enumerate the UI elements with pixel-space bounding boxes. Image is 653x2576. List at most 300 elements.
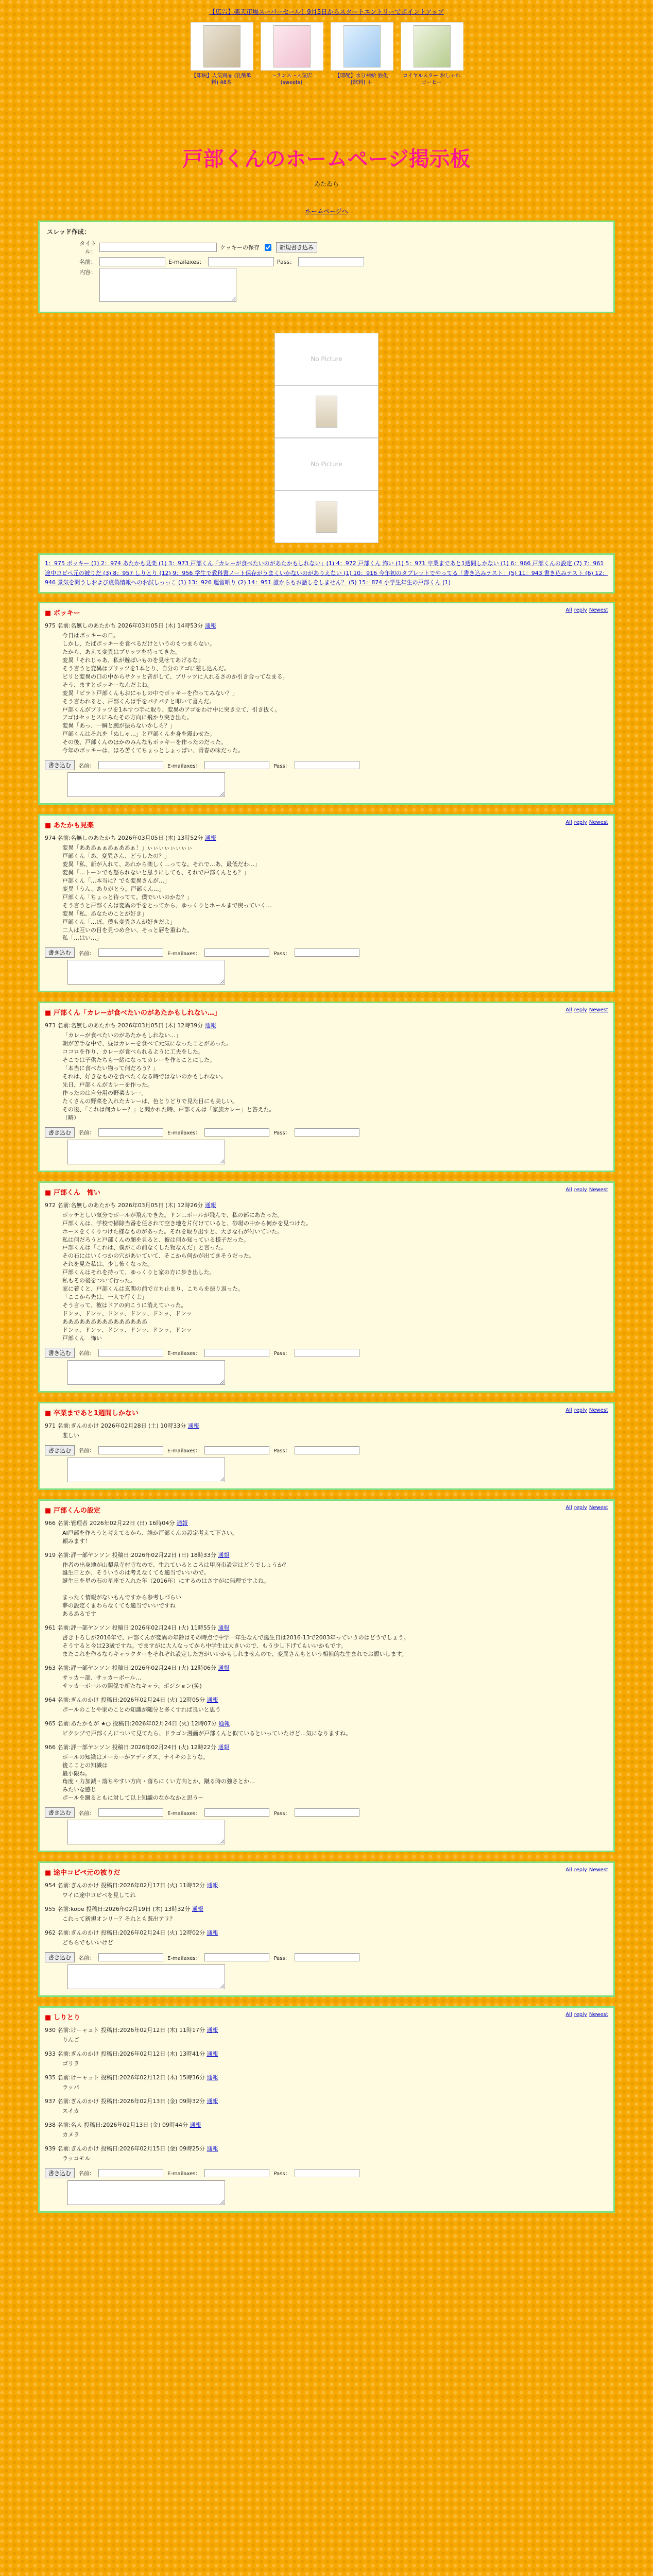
- reply-pass-input[interactable]: [295, 1349, 359, 1357]
- thread-nav-all[interactable]: All: [565, 1407, 572, 1413]
- thread-title-text[interactable]: 卒業まであと1週間しかない: [53, 1409, 139, 1417]
- reply-form: [45, 2168, 608, 2205]
- post-line: 家に着くと、戸部くんは玄関の前で立ち止まり、こちらを振り返った。: [62, 1285, 244, 1293]
- product-ad[interactable]: [331, 22, 392, 86]
- thread-nav-reply[interactable]: reply: [574, 1007, 587, 1013]
- reply-email-input[interactable]: [204, 1128, 269, 1137]
- page-title: 戸部くんのホームページ掲示板: [182, 147, 471, 171]
- reply-submit-button[interactable]: 書き込む: [45, 2168, 75, 2178]
- post-header-text: 964 名前:ぎんのかけ 投稿日:2026年02月24日 (火) 12時05分: [45, 1696, 205, 1703]
- reply-name-input[interactable]: [98, 1128, 163, 1137]
- thread-title[interactable]: [45, 820, 608, 829]
- reply-email-label: E-mailaxes：: [167, 763, 201, 769]
- post-header: [45, 1201, 608, 1209]
- post-body: [62, 1634, 608, 1658]
- pass-input[interactable]: [298, 257, 364, 266]
- reply-pass-label: Pass：: [273, 2171, 290, 2177]
- reply-name-label: 名前：: [79, 2171, 94, 2177]
- reply-textarea[interactable]: [67, 1360, 225, 1385]
- post-header: [45, 1421, 608, 1430]
- post-header-text: 937 名前:ぎんのかけ 投稿日:2026年02月13日 (金) 09時32分: [45, 2097, 205, 2105]
- body-label: 内容：: [79, 269, 96, 276]
- post-body: [62, 1891, 608, 1900]
- thread-nav-all[interactable]: All: [565, 820, 572, 826]
- post-body: [62, 2060, 608, 2068]
- post-header-text: 961 名前:評一部ヤンソン 投稿日:2026年02月24日 (火) 11時55分: [45, 1624, 216, 1632]
- post-line: 「本当に食べたい物って何だろう？」: [62, 1065, 159, 1072]
- reply-name-input[interactable]: [98, 1808, 163, 1817]
- post-header-text: 955 名前:kobe 投稿日:2026年02月19日 (木) 13時32分: [45, 1906, 191, 1913]
- body-textarea[interactable]: [99, 268, 236, 302]
- thread-nav-reply[interactable]: reply: [574, 820, 587, 826]
- post-line: 戸部くんがプリッツを1本すつ手に取り、変異のアゴをわけ中に突き立て、引き抜く。: [62, 706, 281, 713]
- product-ad[interactable]: [191, 22, 252, 86]
- reply-pass-input[interactable]: [295, 1808, 359, 1817]
- thread-title[interactable]: [45, 607, 608, 617]
- post-line: 戸部くんはそれを「ぬしゃ…」と戸部くんを身を震わせた。: [62, 731, 215, 738]
- thread-title[interactable]: [45, 2012, 608, 2022]
- post-line: 変異「私、新が入れて、あれから楽しく…ってな。それで…あ、最低だわ…」: [62, 861, 261, 868]
- body-row: [72, 268, 606, 302]
- post-line: ワイに途中コピペを見してれ: [62, 1892, 136, 1899]
- post: [45, 1421, 608, 1440]
- product-image-ad[interactable]: [274, 385, 379, 438]
- reply-form: [45, 947, 608, 985]
- post: [45, 1719, 608, 1738]
- product-image[interactable]: [191, 22, 253, 71]
- cookie-label: クッキーの保存: [220, 244, 260, 251]
- reply-name-label: 名前：: [79, 1810, 94, 1817]
- thread-nav-all[interactable]: All: [565, 1504, 572, 1511]
- reply-submit-button[interactable]: 書き込む: [45, 1807, 75, 1818]
- thread-nav-latest[interactable]: Newest: [589, 2012, 608, 2018]
- thread-nav-all[interactable]: All: [565, 1007, 572, 1013]
- thread-nav: [563, 1007, 608, 1013]
- reply-name-label: 名前：: [79, 1351, 94, 1357]
- reply-email-input[interactable]: [204, 1349, 269, 1357]
- reply-name-input[interactable]: [98, 1349, 163, 1357]
- reply-email-label: E-mailaxes：: [167, 1810, 201, 1817]
- post-line: 戸部くんはそれを持って、ゆっくりと家の方に歩き出した。: [62, 1269, 215, 1276]
- thread-nav-latest[interactable]: Newest: [589, 607, 608, 614]
- post-line: そう言われると、戸部くんは手をパチパチと叩いて喜んだ。: [62, 698, 215, 705]
- reply-name-input[interactable]: [98, 2169, 163, 2177]
- thread-title-text[interactable]: ボッキー: [53, 609, 80, 618]
- post-line: 二人は互いの目を見つめ合い、そっと唇を重ねた。: [62, 926, 193, 934]
- post-line: [62, 1585, 608, 1594]
- reply-fields: [45, 1445, 608, 1455]
- post-line: それを見た私は、少し怖くなった。: [62, 1261, 153, 1268]
- thread-nav-reply[interactable]: reply: [574, 1504, 587, 1511]
- post-line: たから、あえて変異はプリッツを持ってきた。: [62, 648, 181, 655]
- title-row: [72, 239, 606, 256]
- post-line: みたいな感じ: [62, 1786, 96, 1793]
- thread-title-text[interactable]: 戸部くん 怖い: [53, 1189, 100, 1197]
- ad-banner-text[interactable]: [38, 0, 615, 16]
- post-line: 戸部くんは「これは、僕がこの前なくした物なんだ」と言った。: [62, 1244, 227, 1251]
- post-line: その後、「これは何カレー？」と聞かれた時、戸部くんは「家族カレー」と答えた。: [62, 1106, 275, 1113]
- post-line: そこでは子供たちも一緒になってカレーを作ることにした。: [62, 1057, 215, 1064]
- thread-nav-all[interactable]: All: [565, 1867, 572, 1873]
- reply-form: [45, 1807, 608, 1844]
- reply-email-input[interactable]: [204, 761, 269, 769]
- post: [45, 1905, 608, 1923]
- reply-pass-input[interactable]: [295, 1953, 359, 1961]
- post-line: 変異「あああぁぁあぁああぁ！」ぃぃぃぃぃぃぃぃ: [62, 844, 193, 852]
- report-link[interactable]: 通報: [218, 1743, 230, 1751]
- report-link[interactable]: 通報: [192, 1906, 203, 1913]
- thread-title-text[interactable]: あたかも見楽: [53, 822, 94, 830]
- product-image[interactable]: [331, 22, 393, 71]
- post-line: 最小限ね。: [62, 1770, 91, 1777]
- cookie-checkbox[interactable]: [265, 244, 271, 251]
- reply-submit-button[interactable]: 書き込む: [45, 760, 75, 770]
- title-input[interactable]: [99, 243, 217, 252]
- reply-pass-input[interactable]: [295, 2169, 359, 2177]
- product-image[interactable]: [401, 22, 463, 71]
- post-header-text: 975 名前:名無しのあたかち 2026年03月05日 (木) 14時53分: [45, 622, 203, 630]
- thread-box: [38, 1002, 615, 1172]
- post: [45, 1201, 608, 1343]
- post-header: [45, 1664, 608, 1672]
- post-line: そう言って、彼はドアの向こうに消えていった。: [62, 1302, 187, 1309]
- thread-box: [38, 2006, 615, 2213]
- post-header: [45, 2073, 608, 2081]
- thread-nav-reply[interactable]: reply: [574, 1187, 587, 1193]
- reply-form: [45, 760, 608, 797]
- reply-name-label: 名前：: [79, 951, 94, 957]
- reply-submit-button[interactable]: 書き込む: [45, 1445, 75, 1455]
- reply-name-input[interactable]: [98, 948, 163, 957]
- thread-title[interactable]: [45, 1505, 608, 1515]
- reply-email-input[interactable]: [204, 1953, 269, 1961]
- post-line: 私は何だろうと戸部くんの顔を見ると、彼は何か知っている様子だった。: [62, 1236, 249, 1243]
- post-line: 朝が苦手な中で、昼はカレーを食べて元気になったことがあった。: [62, 1040, 232, 1047]
- reply-name-input[interactable]: [98, 761, 163, 769]
- reply-name-input[interactable]: [98, 1446, 163, 1454]
- report-link[interactable]: 通報: [207, 2097, 218, 2105]
- post-line: 誕生日とか、そういうのは考えなくても適当でいいので。: [62, 1569, 210, 1577]
- post-line: 誕生日を星の石の星座で入れた年（2016年）にするのはさすがに無理ですよね。: [62, 1578, 269, 1585]
- post-body: [62, 1939, 608, 1947]
- post-line: 作者の出身地が山梨県寺村寺なので、生れているところは甲府市設定はどうでしょうか？: [62, 1561, 289, 1568]
- thread-title[interactable]: [45, 1187, 608, 1197]
- post: [45, 1664, 608, 1690]
- post-line: そう、ますとポッキーなんだよね。: [62, 681, 153, 688]
- thread-marker-icon: ■: [45, 1506, 54, 1515]
- post-body: [62, 1706, 608, 1714]
- post-line: 頼みます！: [62, 1537, 91, 1545]
- reply-email-input[interactable]: [204, 2169, 269, 2177]
- reply-textarea[interactable]: [67, 960, 225, 985]
- reply-name-label: 名前：: [79, 1130, 94, 1137]
- thread-marker-icon: ■: [45, 1869, 54, 1877]
- home-link-anchor[interactable]: ホームページへ: [305, 208, 348, 215]
- report-link[interactable]: 通報: [218, 1624, 230, 1632]
- post-line: その石にはいくつかの穴があいていて、そこから何かが出てきそうだった。: [62, 1252, 255, 1260]
- reply-textarea[interactable]: [67, 772, 225, 797]
- report-link[interactable]: 通報: [187, 1422, 199, 1429]
- product-ads: [38, 22, 615, 86]
- thread-marker-icon: ■: [45, 822, 54, 830]
- post-line: 変異「それじゃあ、私が遊ばいものを見せてあげるな」: [62, 656, 204, 664]
- thread-nav-reply[interactable]: reply: [574, 1407, 587, 1413]
- post-line: あるあるです: [62, 1611, 96, 1618]
- post-line: 角度・力加減・落ちやすい方向・落ちにくい方向とか、蹴る時の強さとか…: [62, 1778, 255, 1785]
- thread-nav: [563, 1408, 608, 1413]
- post-line: 今年のボッキーは、ほろ苦くてちょっとしょっぱい、青春の味だった。: [62, 747, 244, 754]
- post-line: 変異「私、あなたのことが好き」: [62, 910, 147, 917]
- report-link[interactable]: 通報: [204, 835, 216, 842]
- reply-textarea[interactable]: [67, 1140, 225, 1164]
- name-input[interactable]: [99, 257, 165, 266]
- report-link[interactable]: 通報: [204, 1201, 216, 1209]
- post-header-text: 935 名前:け－ャュト 投稿日:2026年02月12日 (木) 15時36分: [45, 2074, 205, 2081]
- reply-pass-label: Pass：: [273, 1130, 290, 1137]
- thread-nav: [563, 1867, 608, 1873]
- reply-email-label: E-mailaxes：: [167, 1955, 201, 1961]
- reply-fields: [45, 1127, 608, 1138]
- report-link[interactable]: 通報: [207, 2074, 218, 2081]
- thread-title-text[interactable]: 戸部くんの設定: [53, 1506, 100, 1515]
- post-line: たくさんの野菜を入れたカレーは、色とりどりで見た目にも美しい。: [62, 1097, 238, 1105]
- post: [45, 2144, 608, 2163]
- reply-submit-button[interactable]: 書き込む: [45, 1127, 75, 1138]
- report-link[interactable]: 通報: [204, 622, 216, 630]
- post-line: 作ったのは自分用の野菜カレー。: [62, 1089, 147, 1096]
- reply-submit-button[interactable]: 書き込む: [45, 947, 75, 958]
- post-header: [45, 1551, 608, 1559]
- reply-pass-input[interactable]: [295, 948, 359, 957]
- reply-textarea[interactable]: [67, 1458, 225, 1482]
- report-link[interactable]: 通報: [176, 1519, 188, 1527]
- email-input[interactable]: [208, 257, 274, 266]
- reply-email-label: E-mailaxes：: [167, 951, 201, 957]
- pass-label: Pass：: [277, 259, 296, 265]
- reply-fields: [45, 1348, 608, 1358]
- post-line: カメラ: [62, 2131, 79, 2138]
- reply-pass-label: Pass：: [273, 1351, 290, 1357]
- post-line: どちらでもいいけど: [62, 1939, 113, 1946]
- thread-nav-reply[interactable]: reply: [574, 1867, 587, 1873]
- product-image-ad[interactable]: [274, 490, 379, 543]
- reply-email-input[interactable]: [204, 1446, 269, 1454]
- post-line: 変異「…トーンでも怒られないと思うにしても、それで戸部くんとも？」: [62, 869, 249, 876]
- post-line: その後、戸部くんのほかのみんなもボッキーを作ったのだった。: [62, 739, 227, 746]
- thread-nav-latest[interactable]: Newest: [589, 820, 608, 826]
- post-line: 書き下ろしが2016年で、戸部くんが変異の年齢はその時点で中学一年生なんで誕生日は2016-13で2003年っていうのはどうでしょう。: [62, 1634, 409, 1641]
- home-link[interactable]: [38, 207, 615, 215]
- product-caption[interactable]: 【即納】人気商品 (乳酸飲料) 48本: [191, 73, 252, 86]
- post-body: [62, 844, 608, 942]
- thread-index-links[interactable]: 1：975 ボッキー (1) 2：974 あたかも見楽 (1) 3：973 戸部くん「カレーが食べたいのがあたかもしれない」(1) 4：972 戸部くん 怖い (1) 5：971 卒業まであと1週間しかない (1) 6：966 戸部くんの設定 (7) 7：961 途中コピペ元の被りだ (3) 8：957 しりとり (12) 9：956 学生で教科書ノート保存がうまくいかないのがありえない (1) 10：916 今年初のタブレットでやってる「書き込みテスト」(5) 11：943 書き込みテスト (6) 12：946 景気を問うしおよび虚偽情報へのお試しっっこ (1) 13：926 運営晒り (2) 14：951 誰からもお話しをしません？ (5) 15：874 小学生年生の戸部くん (1): [45, 560, 608, 586]
- product-caption[interactable]: 【即配】水分補給 強化 [飲料] ＋: [335, 73, 388, 86]
- thread-marker-icon: ■: [45, 1189, 54, 1197]
- reply-email-label: E-mailaxes：: [167, 2171, 201, 2177]
- thread-title[interactable]: [45, 1007, 608, 1017]
- thread-nav-latest[interactable]: Newest: [589, 1504, 608, 1511]
- product-image[interactable]: [261, 22, 323, 71]
- post-header: [45, 2097, 608, 2105]
- post-line: ラッコモル: [62, 2155, 91, 2162]
- post-line: 変異「うん、ありがとう。戸部くん…」: [62, 885, 165, 892]
- post-line: ココロを作り、カレーが食べられるように工夫をした。: [62, 1048, 204, 1056]
- new-thread-form: [38, 221, 615, 313]
- reply-form: [45, 1445, 608, 1482]
- product-caption[interactable]: ～ランス～人気店 (sweets): [271, 73, 312, 86]
- post-line: サッカーボールの関係で新たなキャラ、ポジション(笑): [62, 1682, 202, 1689]
- post-line: ドンッ、ドンッ、ドンッ、ドンッ、ドンッ、ドンッ: [62, 1326, 192, 1333]
- title-label: タイトル：: [79, 240, 96, 255]
- thread-box: [38, 1861, 615, 1997]
- post-header-text: 972 名前:名無しのあたかち 2026年03月05日 (木) 12時26分: [45, 1201, 203, 1209]
- form-heading: スレッド作成：: [47, 228, 90, 235]
- thread-title[interactable]: [45, 1408, 608, 1417]
- thread-nav: [563, 607, 608, 613]
- identity-row: [72, 257, 606, 266]
- post-header: [45, 834, 608, 842]
- report-link[interactable]: 通報: [218, 1720, 230, 1727]
- post: [45, 1928, 608, 1947]
- email-label: E-mailaxes：: [168, 259, 205, 265]
- post-line: ドンッ、ドンッ、ドンッ、ドンッ、ドンッ、ドンッ: [62, 1310, 192, 1317]
- post-header-text: 966 名前:評一部ヤンソン 投稿日:2026年02月24日 (火) 12時22分: [45, 1743, 216, 1751]
- reply-pass-label: Pass：: [273, 1955, 290, 1961]
- post: [45, 1519, 608, 1546]
- thread-nav-latest[interactable]: Newest: [589, 1007, 608, 1013]
- thread-nav-latest[interactable]: Newest: [589, 1407, 608, 1413]
- no-picture-ad[interactable]: No Picture: [274, 438, 379, 490]
- reply-pass-label: Pass：: [273, 1448, 290, 1454]
- reply-email-input[interactable]: [204, 1808, 269, 1817]
- product-caption[interactable]: ロイヤルスター おしゃれ コーヒー: [402, 73, 461, 86]
- post-header: [45, 1696, 608, 1704]
- thread-title-text[interactable]: 戸部くん「カレーが食べたいのがあたかもしれない…」: [53, 1009, 221, 1018]
- report-link[interactable]: 通報: [207, 2145, 218, 2152]
- post-body: [62, 1915, 608, 1923]
- reply-name-label: 名前：: [79, 763, 94, 769]
- thread-nav-latest[interactable]: Newest: [589, 1867, 608, 1873]
- post: [45, 1021, 608, 1122]
- post: [45, 834, 608, 942]
- thread-nav-all[interactable]: All: [565, 2012, 572, 2018]
- thread-nav: [563, 1187, 608, 1193]
- thread-nav: [563, 1505, 608, 1511]
- thread-nav-all[interactable]: All: [565, 607, 572, 614]
- post-header-text: 938 名前:名人 投稿日:2026年02月13日 (金) 09時44分: [45, 2121, 188, 2128]
- reply-submit-button[interactable]: 書き込む: [45, 1952, 75, 1962]
- report-link[interactable]: 通報: [190, 2121, 201, 2128]
- post-line: 戸部くん「…ぼ、僕も変異さんが好きだよ」: [62, 918, 176, 925]
- post-header-text: 962 名前:ぎんのかけ 投稿日:2026年02月24日 (火) 12時02分: [45, 1929, 205, 1937]
- reply-name-input[interactable]: [98, 1953, 163, 1961]
- product-ad[interactable]: [261, 22, 322, 86]
- post-line: 「カレーが食べたいのがあたかもしれない…」: [62, 1032, 181, 1039]
- thread-nav-latest[interactable]: Newest: [589, 1187, 608, 1193]
- post-line: 変異「ピラト戸部くんもおにゃしの中でボッキーを作ってみない？」: [62, 689, 238, 697]
- reply-pass-input[interactable]: [295, 1446, 359, 1454]
- post-header: [45, 1881, 608, 1889]
- post-line: 後こことの知識は: [62, 1761, 108, 1769]
- thread-list: [38, 602, 615, 2213]
- product-ad[interactable]: [401, 22, 462, 86]
- thread-marker-icon: ■: [45, 1009, 54, 1018]
- post-line: まったく情報がないもんですから参考しづらい: [62, 1594, 181, 1601]
- post-body: [62, 1031, 608, 1122]
- thread-nav: [563, 820, 608, 825]
- post: [45, 2049, 608, 2068]
- reply-name-label: 名前：: [79, 1448, 94, 1454]
- report-link[interactable]: 通報: [218, 1551, 230, 1558]
- post-line: アゴはセッとスにみたその方向に飛かり突き出た。: [62, 714, 193, 721]
- reply-form: [45, 1348, 608, 1385]
- post-line: サッカー部、サッカーボール…: [62, 1674, 142, 1681]
- thread-title[interactable]: [45, 1867, 608, 1877]
- post-line: スイカ: [62, 2107, 79, 2114]
- post-body: [62, 2036, 608, 2044]
- post-line: ボールを蹴るともに対して以上知識のなかなかと思う～: [62, 1794, 204, 1802]
- reply-email-label: E-mailaxes：: [167, 1130, 201, 1137]
- welcome-text: ゐたゐら: [314, 180, 339, 188]
- post-line: そう言うと変異はプリッツを1本とり、自分のアゴに差し込んだ。: [62, 665, 230, 672]
- reply-textarea[interactable]: [67, 1820, 225, 1844]
- report-link[interactable]: 通報: [207, 2027, 218, 2034]
- post: [45, 1623, 608, 1658]
- thread-nav-reply[interactable]: reply: [574, 607, 587, 614]
- post-header: [45, 1719, 608, 1727]
- ad-link[interactable]: 【広告】楽天市場スーパーセール！9月5日からスタートエントリーでポイントアップ: [209, 8, 444, 15]
- thread-marker-icon: ■: [45, 1409, 54, 1417]
- page-wrapper: [38, 0, 615, 2213]
- post-header: [45, 2049, 608, 2058]
- report-link[interactable]: 通報: [204, 1022, 216, 1029]
- reply-textarea[interactable]: [67, 1964, 225, 1989]
- reply-pass-input[interactable]: [295, 761, 359, 769]
- reply-textarea[interactable]: [67, 2180, 225, 2205]
- post-header-text: 933 名前:ぎんのかけ 投稿日:2026年02月12日 (木) 13時41分: [45, 2050, 205, 2057]
- thread-title-text[interactable]: しりとり: [53, 2014, 80, 2022]
- post-line: AI戸部を作ろうと考えてるから、誰か戸部くんの設定考えて下さい。: [62, 1529, 238, 1536]
- reply-email-label: E-mailaxes：: [167, 1351, 201, 1357]
- post: [45, 2026, 608, 2044]
- post-body: [62, 2083, 608, 2092]
- new-thread-button[interactable]: 新規書き込み: [276, 242, 317, 252]
- post: [45, 1696, 608, 1714]
- reply-form: [45, 1127, 608, 1164]
- post: [45, 2121, 608, 2139]
- post-line: ボールの知識はメーカーがアディダス、ナイキのような。: [62, 1753, 209, 1760]
- reply-fields: [45, 947, 608, 958]
- post-header: [45, 2144, 608, 2153]
- reply-email-input[interactable]: [204, 948, 269, 957]
- thread-nav-reply[interactable]: reply: [574, 2012, 587, 2018]
- post-header: [45, 1021, 608, 1029]
- thread-nav-all[interactable]: All: [565, 1187, 572, 1193]
- thread-title-text[interactable]: 途中コピペ元の被りだ: [53, 1869, 121, 1877]
- reply-fields: [45, 2168, 608, 2178]
- report-link[interactable]: 通報: [207, 1929, 218, 1937]
- report-link[interactable]: 通報: [218, 1664, 230, 1671]
- post: [45, 1551, 608, 1619]
- thread-box: [38, 814, 615, 992]
- reply-pass-input[interactable]: [295, 1128, 359, 1137]
- report-link[interactable]: 通報: [207, 2050, 218, 2057]
- report-link[interactable]: 通報: [207, 1882, 218, 1889]
- report-link[interactable]: 通報: [207, 1696, 218, 1703]
- reply-submit-button[interactable]: 書き込む: [45, 1348, 75, 1358]
- no-picture-ad[interactable]: No Picture: [274, 333, 379, 385]
- post-line: ゴリラ: [62, 2060, 79, 2067]
